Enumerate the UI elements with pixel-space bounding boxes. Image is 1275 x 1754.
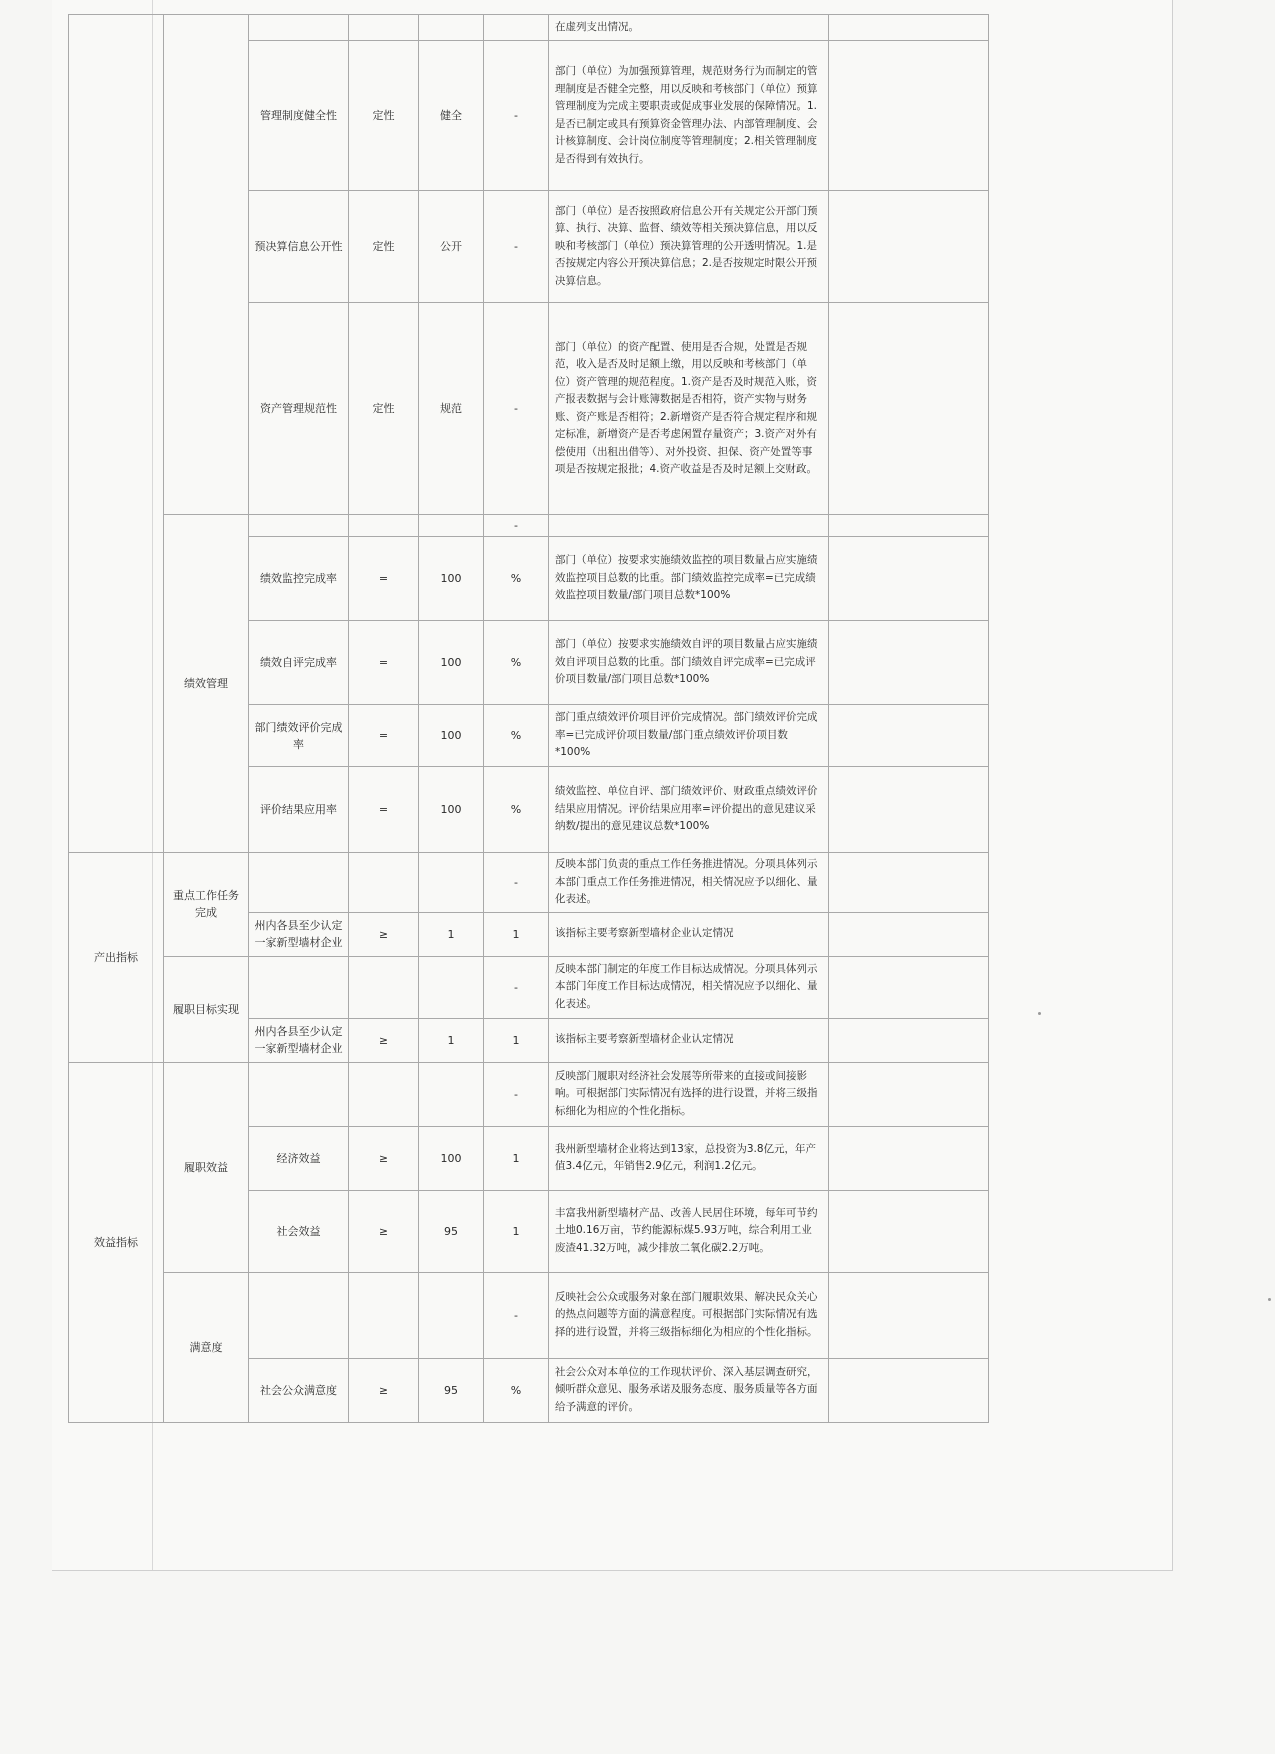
level3-cell (249, 853, 349, 913)
remark-cell (829, 1358, 989, 1422)
value-cell: 100 (419, 1126, 484, 1190)
type-cell: = (349, 705, 419, 767)
level3-cell: 绩效监控完成率 (249, 537, 349, 621)
remark-cell (829, 705, 989, 767)
type-cell: = (349, 537, 419, 621)
level2-cell: 满意度 (164, 1272, 249, 1422)
value-cell: 1 (419, 912, 484, 956)
desc-cell: 该指标主要考察新型墙材企业认定情况 (549, 1018, 829, 1062)
desc-cell: 部门（单位）的资产配置、使用是否合规，处置是否规范，收入是否及时足额上缴，用以反映和考核部门（单位）资产管理的规范程度。1.资产是否及时规范入账，资产报表数据与会计账簿数据是否相符，资产实物与财务账、资产账是否相符；2.新增资产是否符合规定程序和规定标准，新增资产是否考虑闲置存量资产；3.资产对外有偿使用（出租出借等）、对外投资、担保、资产处置等事项是否按规定报批；4.资产收益是否及时足额上交财政。 (549, 303, 829, 515)
unit-cell: % (484, 705, 549, 767)
indicator-table (68, 14, 989, 1423)
desc-cell: 反映社会公众或服务对象在部门履职效果、解决民众关心的热点问题等方面的满意程度。可根据部门实际情况有选择的进行设置，并将三级指标细化为相应的个性化指标。 (549, 1272, 829, 1358)
remark-cell (829, 41, 989, 191)
value-cell: 规范 (419, 303, 484, 515)
remark-cell (829, 191, 989, 303)
value-cell (419, 853, 484, 913)
level2-cell (164, 15, 249, 515)
level3-cell (249, 1062, 349, 1126)
level3-cell: 州内各县至少认定一家新型墙材企业 (249, 1018, 349, 1062)
unit-cell: 1 (484, 1190, 549, 1272)
value-cell: 95 (419, 1190, 484, 1272)
type-cell (349, 853, 419, 913)
value-cell (419, 1272, 484, 1358)
unit-cell: - (484, 853, 549, 913)
level3-cell: 资产管理规范性 (249, 303, 349, 515)
desc-cell: 绩效监控、单位自评、部门绩效评价、财政重点绩效评价结果应用情况。评价结果应用率=评价提出的意见建议采纳数/提出的意见建议总数*100% (549, 767, 829, 853)
remark-cell (829, 912, 989, 956)
unit-cell: - (484, 191, 549, 303)
type-cell: ≥ (349, 1358, 419, 1422)
remark-cell (829, 853, 989, 913)
type-cell: ≥ (349, 1018, 419, 1062)
desc-cell: 丰富我州新型墙材产品、改善人民居住环境，每年可节约土地0.16万亩，节约能源标煤5.93万吨，综合利用工业废渣41.32万吨，减少排放二氧化碳2.2万吨。 (549, 1190, 829, 1272)
value-cell (419, 1062, 484, 1126)
type-cell (349, 15, 419, 41)
remark-cell (829, 1062, 989, 1126)
remark-cell (829, 767, 989, 853)
remark-cell (829, 1272, 989, 1358)
unit-cell: - (484, 956, 549, 1018)
unit-cell: - (484, 1062, 549, 1126)
value-cell: 公开 (419, 191, 484, 303)
value-cell: 95 (419, 1358, 484, 1422)
level3-cell (249, 515, 349, 537)
desc-cell: 部门（单位）为加强预算管理，规范财务行为而制定的管理制度是否健全完整，用以反映和考核部门（单位）预算管理制度为完成主要职责或促成事业发展的保障情况。1.是否已制定或具有预算资金管理办法、内部管理制度、会计核算制度、会计岗位制度等管理制度；2.相关管理制度是否得到有效执行。 (549, 41, 829, 191)
unit-cell: % (484, 621, 549, 705)
type-cell (349, 515, 419, 537)
remark-cell (829, 537, 989, 621)
value-cell: 健全 (419, 41, 484, 191)
table-row (69, 1272, 989, 1358)
unit-cell: - (484, 515, 549, 537)
unit-cell: 1 (484, 1126, 549, 1190)
desc-cell: 部门重点绩效评价项目评价完成情况。部门绩效评价完成率=已完成评价项目数量/部门重点绩效评价项目数*100% (549, 705, 829, 767)
level2-cell: 重点工作任务完成 (164, 853, 249, 957)
desc-cell: 反映本部门制定的年度工作目标达成情况。分项具体列示本部门年度工作目标达成情况，相关情况应予以细化、量化表述。 (549, 956, 829, 1018)
unit-cell: % (484, 537, 549, 621)
type-cell (349, 1272, 419, 1358)
remark-cell (829, 303, 989, 515)
level2-cell: 履职效益 (164, 1062, 249, 1272)
level3-cell (249, 15, 349, 41)
table-row (69, 956, 989, 1018)
type-cell (349, 956, 419, 1018)
value-cell: 100 (419, 767, 484, 853)
type-cell: = (349, 621, 419, 705)
level3-cell: 社会公众满意度 (249, 1358, 349, 1422)
level2-cell: 履职目标实现 (164, 956, 249, 1062)
type-cell: ≥ (349, 912, 419, 956)
desc-cell (549, 515, 829, 537)
level3-cell: 部门绩效评价完成率 (249, 705, 349, 767)
value-cell (419, 15, 484, 41)
desc-cell: 在虚列支出情况。 (549, 15, 829, 41)
unit-cell: 1 (484, 912, 549, 956)
unit-cell (484, 15, 549, 41)
unit-cell: 1 (484, 1018, 549, 1062)
unit-cell: - (484, 303, 549, 515)
value-cell (419, 515, 484, 537)
unit-cell: % (484, 767, 549, 853)
level1-cell: 效益指标 (69, 1062, 164, 1422)
level2-cell: 绩效管理 (164, 515, 249, 853)
remark-cell (829, 956, 989, 1018)
level3-cell: 管理制度健全性 (249, 41, 349, 191)
type-cell (349, 1062, 419, 1126)
level3-cell: 评价结果应用率 (249, 767, 349, 853)
value-cell: 100 (419, 621, 484, 705)
unit-cell: % (484, 1358, 549, 1422)
remark-cell (829, 1018, 989, 1062)
table-row (69, 1062, 989, 1126)
value-cell (419, 956, 484, 1018)
table-row (69, 515, 989, 537)
desc-cell: 部门（单位）按要求实施绩效自评的项目数量占应实施绩效自评项目总数的比重。部门绩效自评完成率=已完成评价项目数量/部门项目总数*100% (549, 621, 829, 705)
level3-cell: 州内各县至少认定一家新型墙材企业 (249, 912, 349, 956)
desc-cell: 部门（单位）是否按照政府信息公开有关规定公开部门预算、执行、决算、监督、绩效等相关预决算信息，用以反映和考核部门（单位）预决算管理的公开透明情况。1.是否按规定内容公开预决算信息；2.是否按规定时限公开预决算信息。 (549, 191, 829, 303)
type-cell: 定性 (349, 303, 419, 515)
desc-cell: 该指标主要考察新型墙材企业认定情况 (549, 912, 829, 956)
level3-cell: 经济效益 (249, 1126, 349, 1190)
desc-cell: 反映部门履职对经济社会发展等所带来的直接或间接影响。可根据部门实际情况有选择的进行设置，并将三级指标细化为相应的个性化指标。 (549, 1062, 829, 1126)
level3-cell: 绩效自评完成率 (249, 621, 349, 705)
level1-cell (69, 15, 164, 853)
remark-cell (829, 1126, 989, 1190)
value-cell: 1 (419, 1018, 484, 1062)
type-cell: ≥ (349, 1126, 419, 1190)
table-row (69, 15, 989, 41)
unit-cell: - (484, 1272, 549, 1358)
remark-cell (829, 1190, 989, 1272)
type-cell: 定性 (349, 191, 419, 303)
level3-cell: 预决算信息公开性 (249, 191, 349, 303)
level1-cell: 产出指标 (69, 853, 164, 1063)
type-cell: = (349, 767, 419, 853)
desc-cell: 反映本部门负责的重点工作任务推进情况。分项具体列示本部门重点工作任务推进情况，相关情况应予以细化、量化表述。 (549, 853, 829, 913)
value-cell: 100 (419, 705, 484, 767)
unit-cell: - (484, 41, 549, 191)
scan-speck (1268, 1298, 1271, 1301)
scan-speck (1038, 1012, 1041, 1015)
table-row (69, 853, 989, 913)
desc-cell: 我州新型墙材企业将达到13家，总投资为3.8亿元，年产值3.4亿元，年销售2.9亿元，利润1.2亿元。 (549, 1126, 829, 1190)
value-cell: 100 (419, 537, 484, 621)
remark-cell (829, 515, 989, 537)
type-cell: ≥ (349, 1190, 419, 1272)
level3-cell (249, 956, 349, 1018)
remark-cell (829, 621, 989, 705)
level3-cell: 社会效益 (249, 1190, 349, 1272)
desc-cell: 社会公众对本单位的工作现状评价、深入基层调查研究，倾听群众意见、服务承诺及服务态度、服务质量等各方面给予满意的评价。 (549, 1358, 829, 1422)
level3-cell (249, 1272, 349, 1358)
desc-cell: 部门（单位）按要求实施绩效监控的项目数量占应实施绩效监控项目总数的比重。部门绩效监控完成率=已完成绩效监控项目数量/部门项目总数*100% (549, 537, 829, 621)
type-cell: 定性 (349, 41, 419, 191)
remark-cell (829, 15, 989, 41)
